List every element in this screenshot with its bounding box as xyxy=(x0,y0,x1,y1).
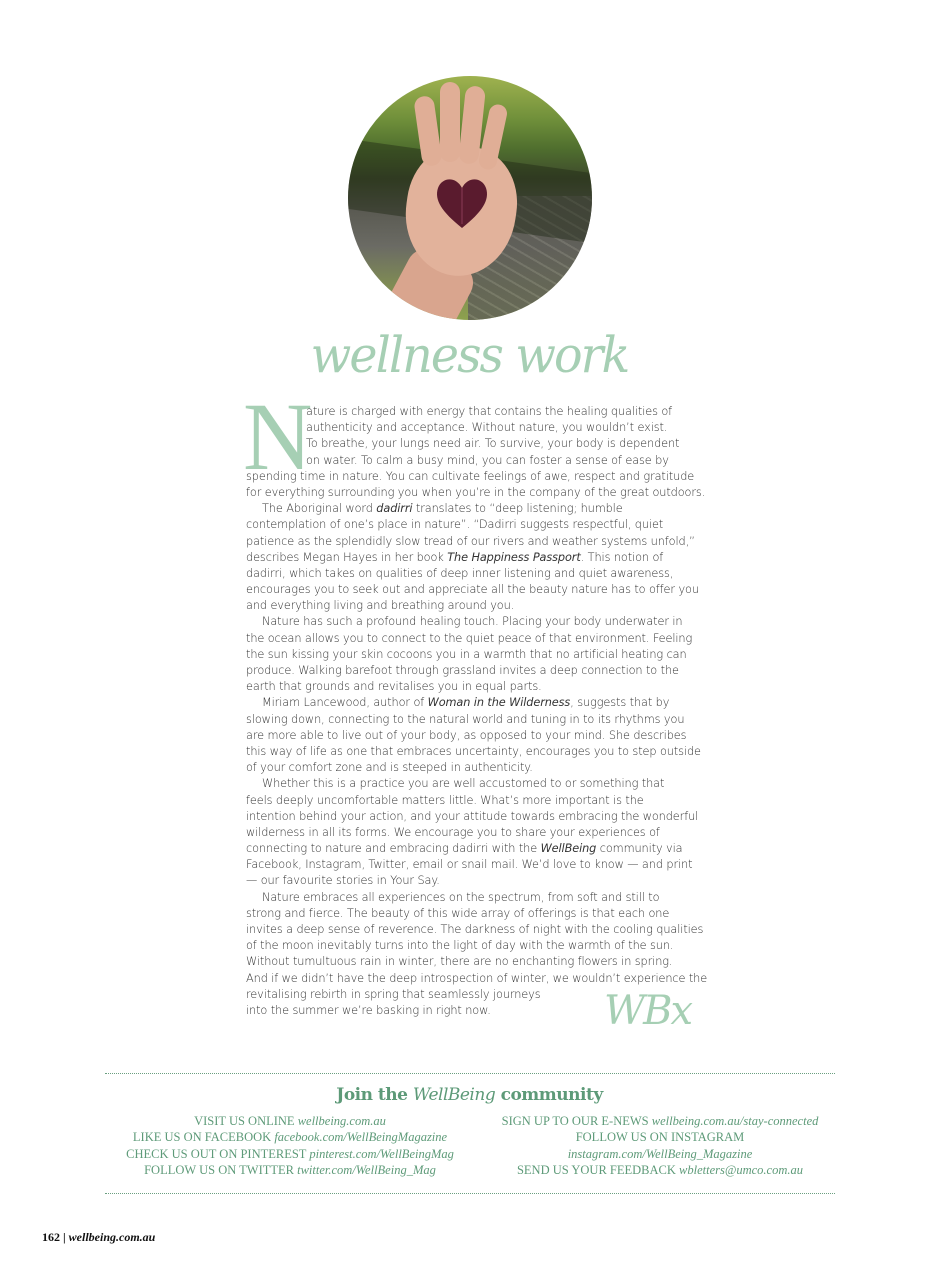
body-line: contemplation of one’s place in nature”. “Dadirri suggests respectful, quiet xyxy=(246,518,664,532)
footer-right-links xyxy=(440,1113,880,1179)
body-line: the sun kissing your skin cocoons you in a warmth that no artificial heating can xyxy=(246,647,687,661)
divider-top xyxy=(105,1073,835,1074)
body-line: earth that grounds and revitalises you in equal parts. xyxy=(246,680,542,694)
body-line: And if we didn’t have the deep introspection of winter, we wouldn’t experience the xyxy=(246,971,708,985)
body-line: wilderness in all its forms. We encourage you to share your experiences of xyxy=(246,825,660,839)
body-line: feels deeply uncomfortable matters little. What’s more important is the xyxy=(246,793,644,807)
footer-link-row: VISIT US ONLINE wellbeing.com.au xyxy=(194,1114,386,1128)
body-line: — our favourite stories in Your Say. xyxy=(246,874,440,888)
body-line: To breathe, your lungs need air. To survive, your body is dependent xyxy=(306,437,680,451)
footer-link[interactable]: wellbeing.com.au/stay-connected xyxy=(651,1114,819,1128)
body-line: revitalising rebirth in spring that seamlessly journeys xyxy=(246,987,541,1001)
body-line: are more able to live out of your body, as opposed to your mind. She describes xyxy=(246,728,687,742)
article-body xyxy=(246,404,706,1019)
body-line: for everything surrounding you when you’re in the company of the great outdoors. xyxy=(246,485,706,499)
body-line: patience as the splendidly slow tread of our rivers and weather systems unfold,” xyxy=(246,534,695,548)
body-line: The Aboriginal word dadirri translates to “deep listening; humble xyxy=(262,502,623,516)
footer-link-row: FOLLOW US ON INSTAGRAM xyxy=(575,1130,745,1145)
footer-link-row: SIGN UP TO OUR E-NEWS wellbeing.com.au/stay-connected xyxy=(501,1114,819,1128)
body-line: Without tumultuous rain in winter, there are no enchanting flowers in spring. xyxy=(246,955,673,969)
drop-cap: N xyxy=(243,383,313,490)
footer-link-row xyxy=(440,1146,880,1162)
body-line: authenticity and acceptance. Without nature, you wouldn’t exist. xyxy=(306,421,668,435)
body-line: Whether this is a practice you are well accustomed to or something that xyxy=(262,777,665,791)
body-line: of the moon inevitably turns into the light of day with the warmth of the sun. xyxy=(246,939,674,953)
footer-link-row: FOLLOW US ON TWITTER twitter.com/WellBeing_Mag xyxy=(144,1163,436,1178)
body-line: of your comfort zone and is steeped in authenticity. xyxy=(246,761,533,775)
hand-holding-heart-leaf-photo xyxy=(348,76,592,320)
body-line: ature is charged with energy that contains the healing qualities of xyxy=(306,405,673,418)
page-folio: 162 | wellbeing.com.au xyxy=(42,1230,156,1244)
body-line: spending time in nature. You can cultivate feelings of awe, respect and gratitude xyxy=(246,469,695,483)
divider-bottom xyxy=(105,1193,835,1194)
body-line: dadirri, which takes on qualities of deep inner listening and quiet awareness, xyxy=(246,566,674,580)
body-line: into the summer we’re basking in right now. xyxy=(246,1003,491,1017)
body-line: the ocean allows you to connect to the quiet peace of that environment. Feeling xyxy=(246,631,693,645)
body-line: slowing down, connecting to the natural world and tuning in to its rhythms you xyxy=(246,712,685,726)
signature: WBx xyxy=(604,988,692,1034)
body-line: this way of life as one that embraces uncertainty, encourages you to step outside xyxy=(246,744,701,758)
footer-link[interactable]: instagram.com/WellBeing_Magazine xyxy=(567,1146,753,1161)
body-line: Nature has such a profound healing touch. Placing your body underwater in xyxy=(262,615,683,629)
body-line: describes Megan Hayes in her book The Happiness Passport. This notion of xyxy=(246,550,664,564)
footer-link[interactable]: wbletters@umco.com.au xyxy=(679,1163,804,1178)
footer-link-row: LIKE US ON FACEBOOK facebook.com/WellBeingMagazine xyxy=(132,1130,448,1145)
footer-link-row: CHECK US OUT ON PINTEREST pinterest.com/WellBeingMag xyxy=(126,1146,454,1161)
body-line: Miriam Lancewood, author of Woman in the Wilderness, suggests that by xyxy=(262,696,670,710)
body-line: invites a deep sense of reverence. The darkness of night with the cooling qualities xyxy=(246,923,704,936)
body-line: connecting to nature and embracing dadirri with the WellBeing community via xyxy=(246,842,683,856)
footer-link[interactable]: facebook.com/WellBeingMagazine xyxy=(274,1130,448,1145)
footer-link-row: SEND US YOUR FEEDBACK wbletters@umco.com.au xyxy=(516,1163,804,1178)
section-title: wellness work xyxy=(310,326,629,384)
body-line: intention behind your action, and your attitude towards embracing the wonderful xyxy=(246,809,699,823)
footer-heading: Join the WellBeing community xyxy=(336,1085,603,1105)
body-line: strong and fierce. The beauty of this wide array of offerings is that each one xyxy=(246,906,670,920)
body-line: Facebook, Instagram, Twitter, email or snail mail. We’d love to know — and print xyxy=(246,858,693,872)
footer-link[interactable]: twitter.com/WellBeing_Mag xyxy=(297,1163,436,1178)
footer-link[interactable]: pinterest.com/WellBeingMag xyxy=(309,1146,454,1161)
body-line: on water. To calm a busy mind, you can foster a sense of ease by xyxy=(306,453,669,467)
heart-leaf-icon xyxy=(432,172,492,232)
footer-link[interactable]: wellbeing.com.au xyxy=(297,1114,386,1128)
body-line: Nature embraces all experiences on the spectrum, from soft and still to xyxy=(262,890,660,904)
body-line: and everything living and breathing around you. xyxy=(246,599,515,613)
body-line: encourages you to seek out and appreciate all the beauty nature has to offer you xyxy=(246,583,699,597)
body-line: produce. Walking barefoot through grassland invites a deep connection to the xyxy=(246,664,679,677)
